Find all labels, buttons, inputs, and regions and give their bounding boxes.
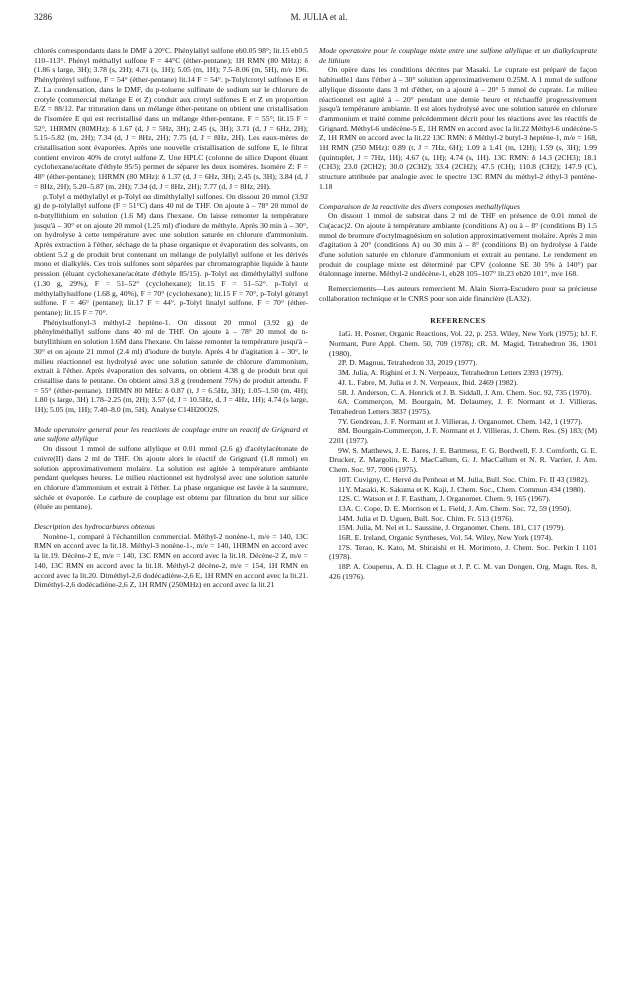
left-column — [34, 46, 308, 590]
spacer — [34, 512, 308, 517]
references-title: REFERENCES — [430, 315, 486, 325]
section-heading-hydrocarbons: Description des hydrocarbures obtenus — [34, 522, 155, 532]
reference-item: 14M. Julia et D. Uguen, Bull. Soc. Chim. Fr. 513 (1976). — [338, 513, 514, 523]
running-title: M. JULIA et al. — [290, 12, 348, 22]
paragraph-tolyl-sulfones: p.Tolyl α méthylallyl et p-Tolyl αα diméthylallyl sulfones. On dissout 20 mmol (3.92 g) de p-tolylallyl sulfone (F = 51°C) dans 40 ml de THF. On ajoute à – 78° 20 mmol de n-butyllithium en solution (1.6 M) dans l'hexane. On laisse remonter la température jusqu'à – 30° et on ajoute 20 mmol (1.25 ml) d'iodure de méthyle. Après 30 min à – 30°, on hydrolyse à cette température avec une solution saturée en chlorure d'ammonium. Après extraction à l'éther, séchage de la phase organique et évaporation des solvants, on obtient 5.2 g de produit brut contenant un mélange de polylallyl sulfone et les dérivés mono et dialkylés. Ces trois sulfones sont séparées par chromatographie liquide à haute pression (éluant cyclohexane/acétate d'éthyle 85/15). p-Tolyl αα diméthylallyl sulfone (1.30 g, 29%), F = 51–52° (cyclohexane); lit.15 F = 51–52°. p-Tolyl α méthylallylsulfone (1.68 g, 40%), F = 70° (cyclohexane); lit.15 F = 70°, p-Tolyl géranyl sulfone. F = 46° (pentane); lit.17 F = 44°. p-Tolyl linalyl sulfone. F = 70° (éther-pentane); lit.15 F = 70°. — [34, 191, 308, 317]
paragraph-acknowledgements: Remerciements—Les auteurs remercient M. Alain Sierra-Escudero pour sa précieuse collaboration technique et le CNRS pour son aide financière (LA32). — [319, 284, 597, 303]
section-heading-reactivity: Comparaison de la reactivite des divers composes methallyliques — [319, 201, 521, 211]
reference-item: 12S. C. Watson et J. F. Eastham, J. Organomet. Chem. 9, 165 (1967). — [338, 494, 551, 504]
page-header — [34, 12, 604, 26]
paragraph-hydrocarbons: Nonène-1, comparé à l'échantillon commercial. Méthyl-2 nonène-1, m/e = 140, 13C RMN en accord avec la lit.18. Méthyl-3 nonène-1-, m/e = 140, 1HRMN en accord avec la lit.19. Décène-2 E, m/e = 140, 13C RMN en accord avec la lit.18. Décène-2 Z, m/e = 140, 13C RMN en accord avec la lit.18. Méthyl-2 décène-2, m/e = 154, 1H RMN en accord avec la lit.20. Diméthyl-2,6 dodécadiène-2,6 E, 1H RMN en accord avec la lit.21. Diméthyl-2,6 dodécadiène-2,6 Z, 1H RMN (250MHz) en accord avec la lit.21 — [34, 531, 308, 590]
reference-item: 6A. Commerçon, M. Bourgain, M. Delaumey, J. F. Normant et J. Villieras, Tetrahedron Letters 3837 (1975). — [329, 397, 597, 416]
reference-item: 17S. Terao, K. Kato, M. Shiraishi et H. Morimoto, J. Chem. Soc. Perkin I 1101 (1978). — [329, 542, 597, 562]
paragraph-grignard-procedure: On dissout 1 mmol de sulfone allylique et 0.01 mmol (2.6 g) d'acétylacétonate de cuivre(II) dans 2 ml de THF. On ajoute alors le réactif de Grignard (1.8 mmol) en solution approximativement molaire. La solution est agitée à température ambiante pendant quelques heures. Le milieu réactionnel est hydrolysé avec une solution saturée en chlorure d'ammonium et extrait à l'éther. La phase organique est lavée à la saumure, séchée et évaporée. Le carbure de couplage est obtenu par filtration du brut sur silice (éluée au pentane). — [34, 444, 308, 512]
reference-item: 15M. Julia, M. Nel et L. Saussine, J. Organomet. Chem. 181, C17 (1979). — [338, 523, 566, 533]
section-heading-grignard: Mode operatoire general pour les reactions de couplage entre un reactif de Grignard et une sulfone allylique — [34, 424, 308, 444]
reference-item: 7Y. Gendreau, J. F. Normant et J. Villieras, J. Organomet. Chem. 142, 1 (1977). — [338, 416, 583, 426]
reference-item: 1aG. H. Posner, Organic Reactions, Vol. 22, p. 253. Wiley, New York (1975); bJ. F. Normant, Pure Appl. Chem. 50, 709 (1978); cR. M. Magid, Tetrahedron 36, 1901 (1980). — [329, 329, 597, 358]
paragraph-cuprate-procedure: On opère dans les conditions décrites par Masaki. Le cuprate est préparé de façon habituelle1 dans l'éther à – 30° solution approximativement 0.25M. A 1 mmol de sulfone allylique dissoute dans 3 ml d'éther, on a ajouté à – 20° 5 mmol de cuprate. Le milieu réactionnel est agité à – 20° pendant une demie heure et réchauffé progressivement jusqu'à température ambiante. Il est alors hydrolysé avec une solution saturée en chlorure d'ammonium et traité comme précédemment décrit pour les réactions avec les réactifs de Grignard. Méthyl-6 undécène-5 E, 1H RMN en accord avec la lit.22 Méthyl-6 undécène-5 Z, 1H RMN en accord avec la lit.22 13C RMN: δ Méthyl-2 butyl-3 heptène-1, m/e = 168, 1H RMN (250 MHz): 0.89 (t, J = 7Hz, 6H); 1.09 à 1.41 (m, 12H); 1.59 (s, 3H); 1.99 (quintuplet, J = 7Hz, 1H); 4.67 (s, 1H); 4.74 (s, 1H). 13C RMN: δ 14.3 (2CH3); 18.1 (CH3); 23.0 (2CH2); 30.0 (2CH2); 33.4 (2CH2); 47.5 (CH); 110.8 (CH2); 147.9 (C), structure attribuée par analogie avec le spectre 13C RMN du méthyl-2 éthyl-3 pentène-1.18 — [319, 65, 597, 191]
reference-item: 11Y. Masaki, K. Sakuma et K. Kaji, J. Chem. Soc., Chem. Commun 434 (1980). — [338, 484, 586, 494]
reference-item: 16R. E. Ireland, Organic Syntheses, Vol. 54. Wiley, New York (1974). — [338, 533, 553, 543]
reference-item: 5R. J. Anderson, C. A. Henrick et J. B. Siddall, J. Am. Chem. Soc. 92, 735 (1970). — [338, 387, 592, 397]
reference-item: 10T. Cuvigny, C. Hervé du Penhoat et M. Julia, Bull. Soc. Chim. Fr. II 43 (1982). — [338, 474, 589, 484]
spacer — [319, 192, 597, 197]
reference-item: 8M. Bourgain-Commerçon, J. F. Normant et J. Villieras, J. Chem. Res. (S) 183; (M) 2201 (1977). — [329, 426, 597, 446]
reference-item: 2P. D. Magnus, Tetrahedron 33, 2019 (1977). — [338, 358, 478, 368]
page-number: 3286 — [34, 12, 52, 22]
reference-item: 13A. C. Cope, D. E. Morrison et L. Field, J. Am. Chem. Soc. 72, 59 (1950). — [338, 503, 572, 513]
paragraph-sulfones-prep: chlorés correspondants dans le DMF à 20°C. Phénylallyl sulfone eb0.05 98°; lit.15 eb0.5 110–113°. Phényl méthallyl sulfone F = 44°C (éther-pentane); 1H RMN (80 MHz): δ (1.86 s large, 3H); 3.78 (s, 2H); 4.71 (s, 1H); 5.05 (m, 1H); 7.5–8.06 (m, 5H), m/e 196. Phénylprényl sulfone, F = 54° (éther-pentane) lit.14 F = 54°. p-Tolylcrotyl sulfones E et Z. La condensation, dans le DMF, du p-toluene sulfinate de sodium sur le chlorure de crotyle (commercial mélange E et Z) conduit aux crotyl sulfones E et Z en proportion E/Z = 88/12. Par trituration dans un mélange éther-pentane on obtient une cristallisation de l'isomère E qui est recristallisé dans un mélange éther-pentane. F = 55°; lit.15 F = 52°, 1HRMN (80MHz): δ 1.67 (d, J = 5Hz, 3H); 2.45 (s, 3H); 3.71 (d, J = 6Hz, 2H); 5.15–5.82 (m, 2H); 7.34 (d, J = 8Hz, 2H); 7.75 (d, J = 8Hz, 2H). Les eaux-mères de cristallisation sont évaporées. Après une nouvelle cristallisation de sulfone E, le filtrat contient environ 40% de crotyl sulfone Z. Une HPLC (colonne de silice Dupont éluant cyclohexane/acétate d'éthyle 95/5) permet de séparer les deux isomères. Isomère Z: F = 48° (éther-pentane); 1HRMN (80 MHz): δ 1.37 (d, J = 6Hz, 3H); 2.45 (s, 3H); 3.84 (d, J = 8Hz, 2H); 5.20–5.87 (m, 2H); 7.34 (d, J = 8Hz, 2H); 7.77 (d, J = 8Hz, 2H). — [34, 46, 308, 191]
paragraph-reactivity: On dissout 1 mmol de substrat dans 2 ml de THF en présence de 0.01 mmol de Cu(acac)2. On ajoute à température ambiante (conditions A) ou à – 8° (conditions B) 1.5 mmol de bromure d'octylmagnésium en solution approximativement molaire. Après 2 min d'agitation à 20° (conditions A) ou 30 min à – 8° (conditions B) on hydrolyse à l'aide d'une solution saturée en chlorure d'ammonium et extrait au pentane. Le rendement en produit de couplage mixte est déterminé par CPV (colonne SE 30 5% à 140°) par étalonnage interne. Méthyl-2 undécène-1, eb28 105–107° lit.23 eb20 101°, m/e 168. — [319, 211, 597, 279]
section-heading-cuprate: Mode operatoire pour le couplage mixte entre une sulfone allylique et un dialkylcuprate de lithium — [319, 46, 597, 65]
paragraph-heptene-prep: Phénylsulfonyl-3 méthyl-2 heptène-1. On dissout 20 mmol (3.92 g) de phénylméthallyl sulfone dans 40 ml de THF. On ajoute à – 78° 20 mmol de n-butyllithium en solution 1.6M dans l'hexane. On laisse remonter la température jusqu'à – 30° et on ajoute 21 mmol (2.4 ml) d'iodure de butyle. Après 4 hr d'agitation à – 30°, le milieu réactionnel est hydrolysé avec une solution saturée de chlorure d'ammonium, extrait à l'éther. Après évaporation des solvants, on obtient 4.38 g de produit brut qui cristallise dans le pentane. On obtient ainsi 3.8 g (rendement 75%) de produit attendu. F = 55° (éther-pentane). 1HRMN 80 MHz: δ 0.87 (t, J = 6.5Hz, 3H); 1.05–1.50 (m, 4H); 1.80 (s large, 3H) 1.78–2.25 (m, 2H); 3.57 (d, J = 10.5Hz, d, J = 4Hz, 1H); 4.74 (s large, 1H); 5.05 (m, 1H); 7.40–8.0 (m, 5H). Analyse C14H20O2S. — [34, 317, 308, 415]
reference-item: 18P. A. Couperus, A. D. H. Clague et J. P. C. M. van Dongen, Org. Magn. Res. 8, 426 (1976). — [329, 562, 597, 581]
reference-item: 3M. Julia, A. Righini et J. N. Verpeaux, Tetrahedron Letters 2393 (1979). — [338, 368, 564, 378]
right-column — [319, 46, 597, 582]
reference-item: 4J. L. Fabre, M. Julia et J. N. Verpeaux, Ibid. 2469 (1982). — [338, 377, 519, 387]
reference-item: 9W. S. Matthews, J. E. Bares, J. E. Bartmess, F. G. Bordwell, F. J. Cornforth, G. E. Drucker, Z. Margolin, R. J. MacCallum, G. J. MacCallum et N. R. Varrier, J. Am. Chem. Soc. 97, 7006 (1975). — [329, 445, 597, 475]
references-list — [319, 329, 597, 581]
spacer — [34, 415, 308, 420]
